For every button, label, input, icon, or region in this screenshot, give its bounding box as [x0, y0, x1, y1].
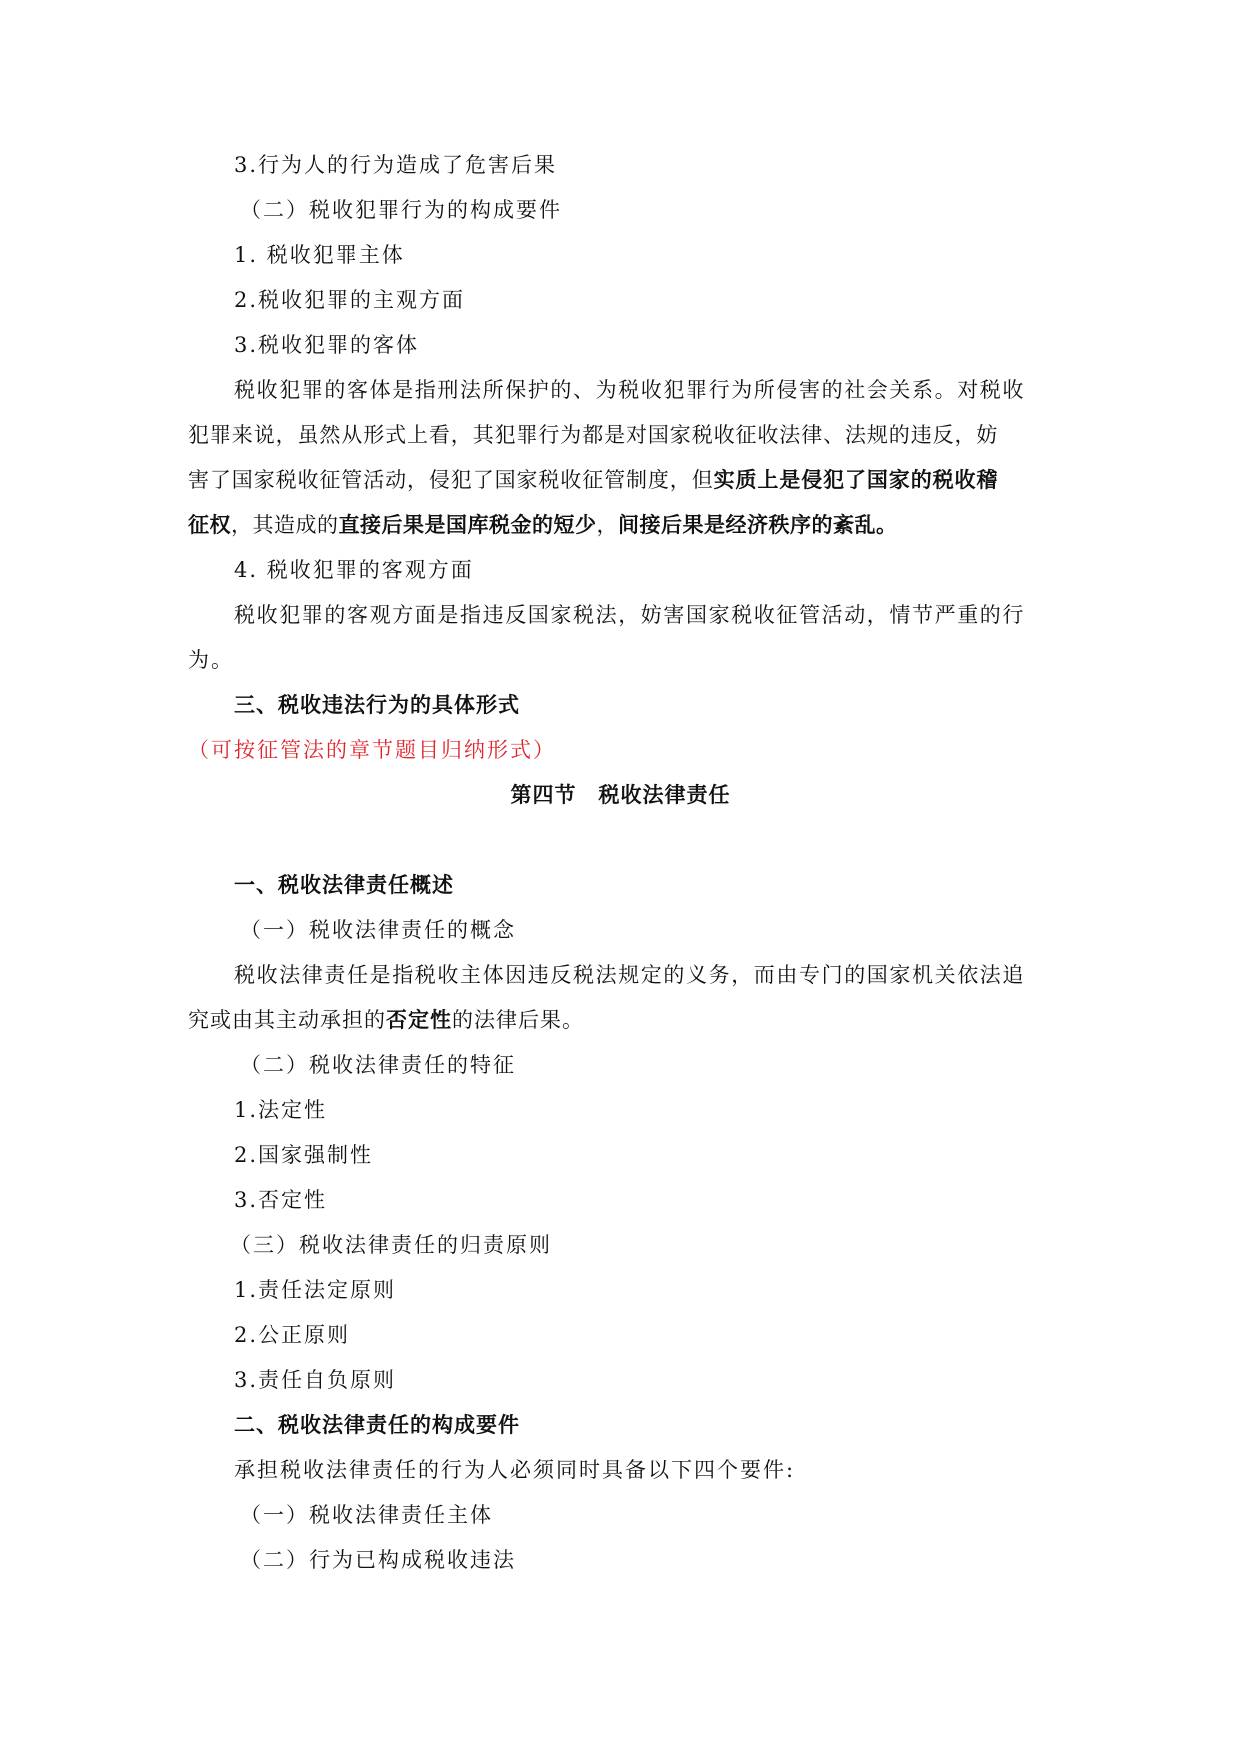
- paragraph-line: 税收犯罪的客观方面是指违反国家税法，妨害国家税收征管活动，情节严重的行: [234, 603, 1025, 627]
- bold-emphasis: 否定性: [386, 1008, 452, 1032]
- subheading: （二）税收法律责任的特征: [240, 1053, 516, 1077]
- paragraph-line: [188, 465, 998, 495]
- paragraph-text: ，其造成的: [231, 513, 339, 537]
- red-note: （可按征管法的章节题目归纳形式）: [188, 738, 556, 762]
- subheading: （一）税收法律责任的概念: [240, 918, 516, 942]
- list-item: 3.税收犯罪的客体: [234, 333, 420, 357]
- paragraph-text: 的法律后果。: [452, 1008, 584, 1032]
- list-item: 3.行为人的行为造成了危害后果: [234, 153, 558, 177]
- section-heading: 一、税收法律责任概述: [234, 873, 454, 897]
- paragraph-line: [188, 510, 898, 540]
- subheading: （一）税收法律责任主体: [240, 1503, 493, 1527]
- list-item: 1.法定性: [234, 1098, 328, 1122]
- bold-emphasis: 实质上是侵犯了国家的税收稽: [713, 468, 999, 492]
- paragraph-text: 究或由其主动承担的: [188, 1008, 386, 1032]
- bold-emphasis: 直接后果是国库税金的短少: [338, 513, 597, 537]
- paragraph-text: ，: [596, 513, 618, 537]
- section-heading: 二、税收法律责任的构成要件: [234, 1413, 520, 1437]
- paragraph-line: 税收犯罪的客体是指刑法所保护的、为税收犯罪行为所侵害的社会关系。对税收: [234, 378, 1025, 402]
- paragraph-line: [188, 1005, 584, 1035]
- list-item: 4. 税收犯罪的客观方面: [234, 558, 474, 582]
- subheading: （三）税收法律责任的归责原则: [230, 1233, 552, 1257]
- paragraph-text: 害了国家税收征管活动，侵犯了国家税收征管制度，但: [188, 468, 714, 492]
- paragraph-line: 犯罪来说，虽然从形式上看，其犯罪行为都是对国家税收征收法律、法规的违反，妨: [188, 423, 999, 447]
- list-item: 1.责任法定原则: [234, 1278, 397, 1302]
- paragraph-line: 为。: [188, 648, 234, 672]
- subheading: （二）税收犯罪行为的构成要件: [240, 198, 562, 222]
- list-item: 1. 税收犯罪主体: [234, 243, 405, 267]
- list-item: 3.责任自负原则: [234, 1368, 397, 1392]
- bold-emphasis: 征权: [188, 513, 231, 537]
- paragraph-line: 税收法律责任是指税收主体因违反税法规定的义务，而由专门的国家机关依法追: [234, 963, 1025, 987]
- list-item: 2.税收犯罪的主观方面: [234, 288, 466, 312]
- section-heading: 三、税收违法行为的具体形式: [234, 693, 520, 717]
- paragraph-line: 承担税收法律责任的行为人必须同时具备以下四个要件:: [234, 1458, 796, 1482]
- chapter-title: 第四节 税收法律责任: [510, 783, 731, 807]
- bold-emphasis: 间接后果是经济秩序的紊乱。: [618, 513, 898, 537]
- subheading: （二）行为已构成税收违法: [240, 1548, 516, 1572]
- list-item: 2.国家强制性: [234, 1143, 374, 1167]
- list-item: 2.公正原则: [234, 1323, 351, 1347]
- list-item: 3.否定性: [234, 1188, 328, 1212]
